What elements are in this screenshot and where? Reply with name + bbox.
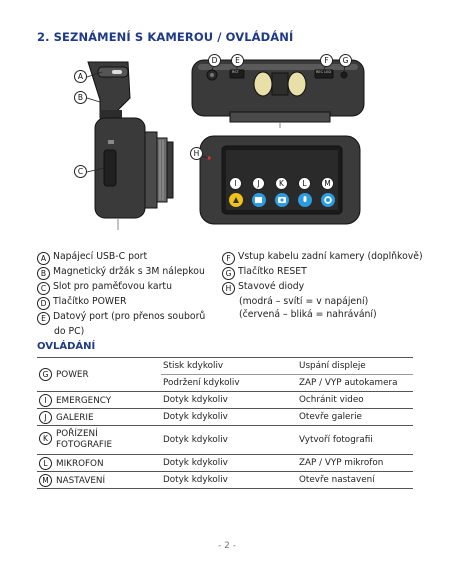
top-view-camera [192,60,364,128]
legend-right [222,250,423,321]
table-row [37,358,413,375]
callout-g: G [339,54,352,67]
legend-key: H [222,282,235,295]
callout-d: D [208,54,221,67]
legend-left [37,250,205,338]
legend-text: Napájecí USB-C port [53,251,148,262]
legend-key: F [222,252,235,265]
legend-item [37,265,205,280]
callout-l: L [298,177,311,190]
control-action: Dotyk kdykoliv [161,426,297,455]
legend-key: D [37,297,50,310]
control-result: Otevře galerie [297,409,413,426]
legend-key: C [37,282,50,295]
control-label: POWER [56,370,89,380]
control-key: G [39,368,52,381]
control-name [37,455,161,472]
control-result: ZAP / VYP autokamera [297,375,413,392]
control-key: L [39,457,52,470]
legend-item [37,280,205,295]
callout-m: M [321,177,334,190]
control-label: NASTAVENÍ [56,475,106,486]
legend-text: Tlačítko POWER [53,296,127,307]
legend-text: Tlačítko RESET [238,266,307,277]
table-row [37,392,413,409]
legend-key: B [37,267,50,280]
control-name [37,392,161,409]
legend-text-cont: (modrá – svítí = v napájení) [239,296,369,307]
control-name [37,472,161,489]
legend-item [37,310,205,325]
legend-item [37,295,205,310]
control-result: Ochránit video [297,392,413,409]
legend-item [222,250,423,265]
callout-i: I [229,177,242,190]
controls-heading: OVLÁDÁNÍ [37,341,96,352]
legend-text-cont: do PC) [54,326,85,337]
control-action: Stisk kdykoliv [161,358,297,375]
control-label: EMERGENCY [56,395,112,406]
table-row [37,472,413,489]
legend-text: Slot pro paměťovou kartu [53,281,172,292]
table-row [37,426,413,455]
settings-gear-icon [321,193,335,207]
control-key: M [39,474,52,487]
control-result: ZAP / VYP mikrofon [297,455,413,472]
legend-key: G [222,267,235,280]
callout-k: K [275,177,288,190]
control-name [37,358,161,392]
controls-table [37,357,413,489]
control-result: Otevře nastavení [297,472,413,489]
legend-text: Magnetický držák s 3M nálepkou [53,266,205,277]
table-row [37,409,413,426]
callout-j: J [252,177,265,190]
camera-illustration [0,0,454,250]
callout-a: A [74,70,87,83]
callout-e: E [231,54,244,67]
page-number: - 2 - [218,541,236,551]
control-action: Dotyk kdykoliv [161,409,297,426]
legend-item [222,265,423,280]
control-result: Uspání displeje [297,358,413,375]
callout-f: F [320,54,333,67]
control-key: I [39,394,52,407]
control-result: Vytvoří fotografii [297,426,413,455]
legend-item [37,250,205,265]
legend-item [222,280,423,295]
legend-text: Vstup kabelu zadní kamery (doplňkově) [238,251,423,262]
table-row [37,455,413,472]
legend-key: E [37,312,50,325]
callout-b: B [74,91,87,104]
control-action: Dotyk kdykoliv [161,472,297,489]
control-key: K [39,432,52,445]
control-label: MIKROFON [56,458,104,469]
control-name [37,409,161,426]
control-action: Podržení kdykoliv [161,375,297,392]
rst-label: RST [232,70,239,74]
side-view-camera [88,62,173,230]
legend-text-cont: (červená – bliká = nahrávání) [239,309,377,320]
legend-text: Datový port (pro přenos souborů [53,311,206,322]
control-label-line: FOTOGRAFIE [56,440,113,450]
callout-h: H [190,147,203,160]
callout-c: C [74,165,87,178]
control-label: GALERIE [56,412,94,423]
control-label-line: POŘÍZENÍ [56,429,98,439]
rec-led-label: REC LED [316,70,332,74]
page-title: 2. SEZNÁMENÍ S KAMEROU / OVLÁDÁNÍ [37,30,294,44]
control-key: J [39,411,52,424]
control-action: Dotyk kdykoliv [161,392,297,409]
control-action: Dotyk kdykoliv [161,455,297,472]
legend-key: A [37,252,50,265]
control-label [56,429,112,451]
legend-text: Stavové diody [238,281,305,292]
control-name [37,426,161,455]
